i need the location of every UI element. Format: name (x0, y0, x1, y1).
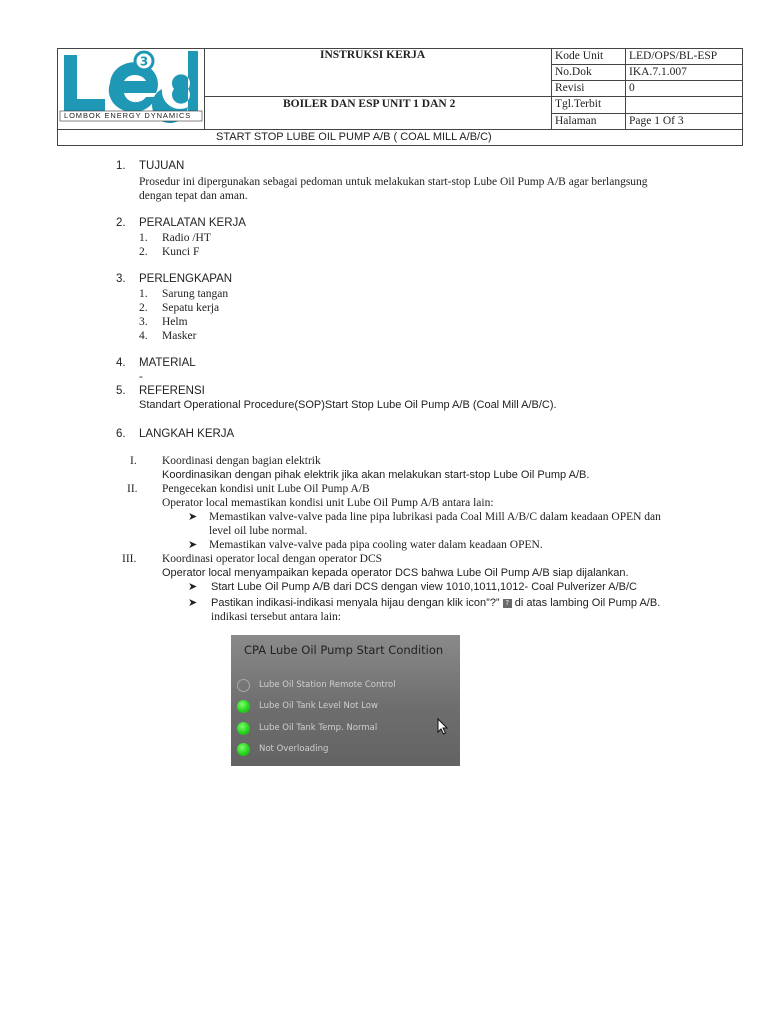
list-item-number: 4. (139, 330, 148, 342)
list-item: Kunci F (162, 246, 200, 258)
section-number: 5. (116, 385, 126, 397)
list-item-number: 3. (139, 316, 148, 328)
bullet-line: indikasi tersebut antara lain: (211, 611, 341, 623)
step-title: Koordinasi operator local dengan operator DCS (162, 553, 383, 565)
field-value-no-dok: IKA.7.1.007 (629, 66, 687, 78)
list-item-number: 2. (139, 302, 148, 314)
list-item-number: 1. (139, 288, 148, 300)
section-body-line: Standart Operational Procedure(SOP)Start Stop Lube Oil Pump A/B (Coal Mill A/B/C). (139, 399, 557, 411)
section-number: 2. (116, 217, 126, 229)
list-item-number: 1. (139, 232, 148, 244)
status-indicator-on-icon (237, 722, 250, 735)
field-label-no-dok: No.Dok (555, 66, 592, 78)
bullet-line: Memastikan valve-valve pada pipa cooling water dalam keadaan OPEN. (209, 539, 543, 551)
bullet-line: Memastikan valve-valve pada line pipa lubrikasi pada Coal Mill A/B/C dalam keadaan OPEN dan (209, 511, 661, 523)
document-subtitle: BOILER DAN ESP UNIT 1 DAN 2 (283, 98, 456, 110)
list-item: Sepatu kerja (162, 302, 220, 314)
section-title-material: MATERIAL (139, 357, 196, 369)
list-item: Masker (162, 330, 197, 342)
section-title-perlengkapan: PERLENGKAPAN (139, 273, 233, 285)
step-body: Koordinasikan dengan pihak elektrik jika akan melakukan start-stop Lube Oil Pump A/B. (162, 469, 590, 481)
arrow-bullet-icon: ➤ (188, 511, 198, 523)
header-divider (551, 113, 743, 114)
field-label-halaman: Halaman (555, 115, 597, 127)
bullet-line-text: Pastikan indikasi-indikasi menyala hijau dengan klik icon”?” (211, 597, 500, 609)
list-item-number: 2. (139, 246, 148, 258)
svg-text:3: 3 (139, 54, 149, 69)
document-type-title: INSTRUKSI KERJA (320, 49, 426, 61)
header-divider (204, 96, 743, 97)
section-body-line: dengan tepat dan aman. (139, 190, 248, 202)
step-number: II. (127, 483, 138, 495)
list-item: Sarung tangan (162, 288, 229, 300)
bullet-line: Start Lube Oil Pump A/B dari DCS dengan view 1010,1011,1012- Coal Pulverizer A/B/C (211, 581, 637, 593)
field-label-revisi: Revisi (555, 82, 585, 94)
company-logo (58, 49, 204, 127)
section-title-langkah-kerja: LANGKAH KERJA (139, 428, 235, 440)
logo-caption: LOMBOK ENERGY DYNAMICS (64, 111, 192, 120)
header-divider (57, 129, 743, 130)
step-title: Pengecekan kondisi unit Lube Oil Pump A/B (162, 483, 370, 495)
condition-label: Lube Oil Tank Temp. Normal (259, 723, 378, 733)
section-body-line: - (139, 371, 143, 383)
list-item: Helm (162, 316, 188, 328)
field-label-kode-unit: Kode Unit (555, 50, 604, 62)
header-divider (551, 64, 743, 65)
step-body: Operator local memastikan kondisi unit Lube Oil Pump A/B antara lain: (162, 497, 494, 509)
bullet-line: level oil lube normal. (209, 525, 308, 537)
status-indicator-on-icon (237, 743, 250, 756)
section-title-peralatan-kerja: PERALATAN KERJA (139, 217, 246, 229)
step-number: III. (122, 553, 137, 565)
header-divider (551, 80, 743, 81)
header-divider (625, 48, 626, 129)
field-label-tgl-terbit: Tgl.Terbit (555, 98, 602, 110)
section-number: 6. (116, 428, 126, 440)
arrow-bullet-icon: ➤ (188, 539, 198, 551)
bullet-line-tail: di atas lambing Oil Pump A/B. (514, 597, 661, 609)
field-value-kode-unit: LED/OPS/BL-ESP (629, 50, 718, 62)
section-title-tujuan: TUJUAN (139, 160, 185, 172)
arrow-bullet-icon: ➤ (188, 581, 198, 593)
step-number: I. (130, 455, 137, 467)
field-value-halaman: Page 1 Of 3 (629, 115, 684, 127)
condition-label: Not Overloading (259, 744, 329, 754)
section-title-referensi: REFERENSI (139, 385, 205, 397)
dcs-start-condition-screenshot (231, 635, 460, 766)
section-body-line: Prosedur ini dipergunakan sebagai pedoman untuk melakukan start-stop Lube Oil Pump A/B agar berlangsung (139, 176, 648, 188)
list-item: Radio /HT (162, 232, 211, 244)
step-body: Operator local menyampaikan kepada operator DCS bahwa Lube Oil Pump A/B siap dijalankan. (162, 567, 629, 579)
header-divider (551, 48, 552, 129)
field-value-revisi: 0 (629, 82, 635, 94)
condition-label: Lube Oil Tank Level Not Low (259, 701, 378, 711)
mouse-cursor-icon (437, 718, 449, 735)
header-divider (204, 48, 205, 129)
bullet-line (211, 596, 660, 610)
section-number: 4. (116, 357, 126, 369)
status-indicator-off-icon (237, 679, 250, 692)
screenshot-title: CPA Lube Oil Pump Start Condition (244, 643, 444, 657)
section-number: 3. (116, 273, 126, 285)
procedure-title-banner: START STOP LUBE OIL PUMP A/B ( COAL MILL A/B/C) (216, 131, 492, 143)
status-indicator-on-icon (237, 700, 250, 713)
arrow-bullet-icon: ➤ (188, 597, 198, 609)
section-number: 1. (116, 160, 126, 172)
step-title: Koordinasi dengan bagian elektrik (162, 455, 321, 467)
condition-label: Lube Oil Station Remote Control (259, 680, 396, 690)
help-question-icon: ? (503, 599, 512, 608)
